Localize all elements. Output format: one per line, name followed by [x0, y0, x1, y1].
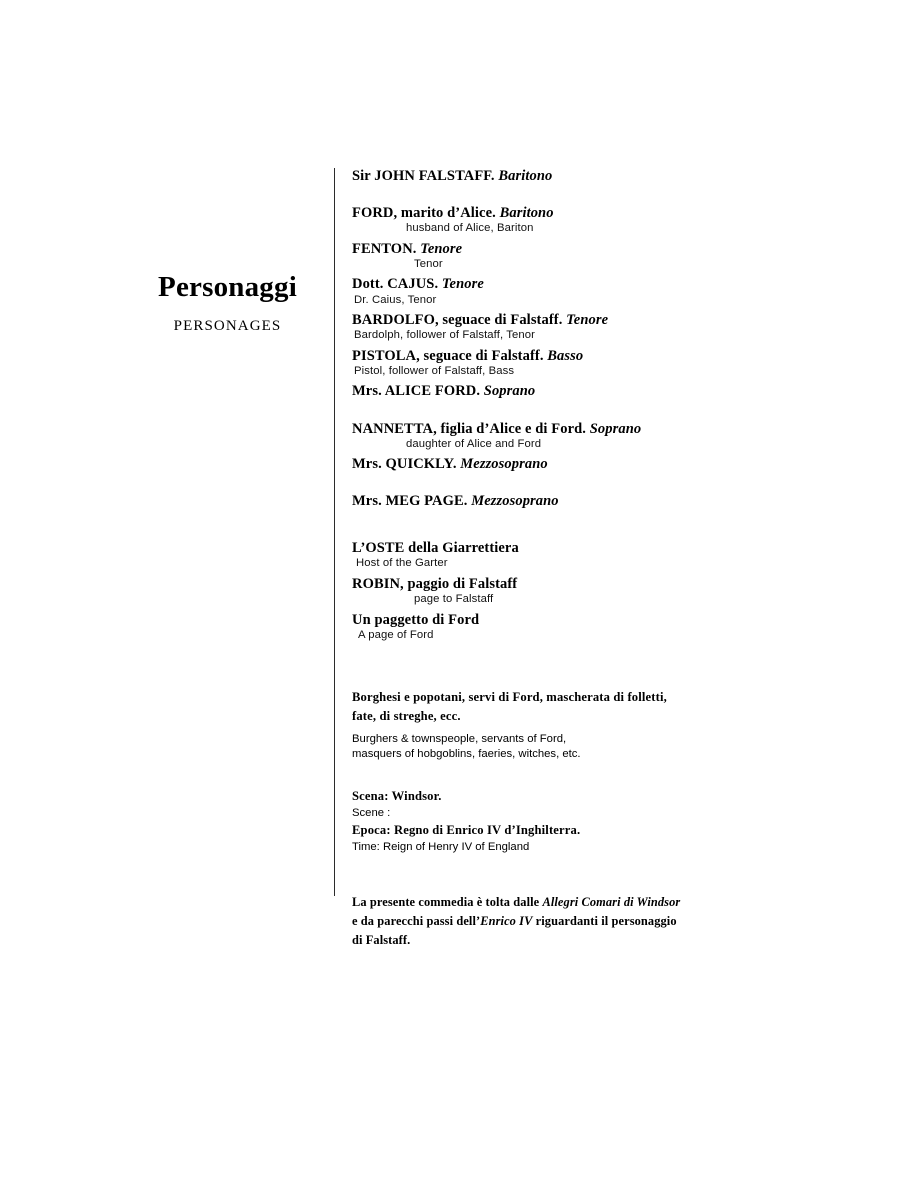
cast-entry-cajus [352, 276, 772, 307]
chorus-english-line-2: masquers of hobgoblins, faeries, witches, etc. [352, 748, 581, 761]
cast-name-text: FENTON. [352, 240, 421, 257]
cast-name-text: Mrs. MEG PAGE. [352, 493, 472, 510]
source-note-line1-a: La presente commedia è tolta dalle [352, 894, 543, 909]
page-title: Personaggi [158, 271, 297, 303]
cast-name-text: BARDOLFO, seguace di Falstaff. [352, 312, 567, 329]
cast-voice-italian: Soprano [483, 383, 536, 400]
cast-entry-ford [352, 205, 772, 236]
cast-name-italian [352, 612, 772, 629]
cast-name-english: Tenor [414, 257, 443, 270]
cast-name-italian [352, 168, 772, 185]
cast-name-text: Sir JOHN FALSTAFF. [352, 168, 499, 184]
cast-name-english: Pistol, follower of Falstaff, Bass [354, 364, 515, 377]
cast-voice-italian: Basso [547, 347, 584, 364]
epoch-italian: Epoca: Regno di Enrico IV d’Inghilterra. [352, 822, 581, 837]
source-note-title-2: Enrico IV [480, 914, 533, 929]
chorus-italian-line-1: Borghesi e popotani, servi di Ford, mascherata di folletti, [352, 690, 667, 705]
cast-voice-italian: Mezzosoprano [471, 493, 559, 510]
cast-name-italian [352, 205, 772, 222]
source-note-line2-b: riguardanti il personaggio [532, 914, 677, 929]
source-note-line2-a: e da parecchi passi dell’ [352, 914, 481, 929]
chorus-english-line-1: Burghers & townspeople, servants of Ford, [352, 733, 567, 746]
cast-voice-italian: Soprano [589, 420, 642, 437]
cast-entry-pistola [352, 348, 772, 379]
cast-entry-fenton [352, 241, 772, 272]
epoch-english: Time: Reign of Henry IV of England [352, 840, 530, 853]
cast-name-italian [352, 348, 772, 365]
cast-name-text: PISTOLA, seguace di Falstaff. [352, 347, 548, 364]
cast-name-text: Un paggetto di Ford [352, 611, 480, 628]
cast-entry-oste [352, 540, 772, 571]
cast-name-italian [352, 383, 772, 400]
cast-entry-meg-page [352, 493, 772, 510]
cast-name-italian [352, 540, 772, 557]
cast-name-text: Dott. CAJUS. [352, 276, 442, 293]
cast-name-text: NANNETTA, figlia d’Alice e di Ford. [352, 420, 590, 437]
cast-entry-paggetto-di-ford [352, 612, 772, 643]
cast-name-english: Dr. Caius, Tenor [354, 293, 437, 306]
cast-name-text: FORD, marito d’Alice. [352, 205, 500, 222]
cast-entry-alice-ford [352, 383, 772, 400]
cast-name-italian [352, 493, 772, 510]
cast-name-english: husband of Alice, Bariton [406, 222, 534, 235]
cast-name-english: page to Falstaff [414, 593, 494, 606]
cast-name-english: A page of Ford [358, 628, 434, 641]
cast-name-text: ROBIN, paggio di Falstaff [352, 576, 518, 593]
cast-entry-quickly [352, 456, 772, 473]
cast-list [352, 168, 772, 951]
cast-entry-nannetta [352, 421, 772, 452]
cast-voice-italian: Mezzosoprano [460, 456, 548, 473]
cast-voice-italian: Tenore [420, 240, 463, 257]
cast-entry-bardolfo [352, 312, 772, 343]
cast-name-text: Mrs. QUICKLY. [352, 456, 461, 473]
cast-name-english: Host of the Garter [356, 557, 448, 570]
vertical-divider [334, 168, 335, 896]
cast-entry-robin [352, 576, 772, 607]
cast-name-text: L’OSTE della Giarrettiera [352, 540, 519, 557]
chorus-block [352, 688, 752, 762]
cast-name-italian [352, 312, 772, 329]
cast-name-italian [352, 456, 772, 473]
source-note [352, 893, 744, 951]
cast-name-text: Mrs. ALICE FORD. [352, 383, 484, 400]
cast-entry-falstaff [352, 168, 772, 185]
cast-voice-italian: Tenore [566, 312, 609, 329]
scene-italian: Scena: Windsor. [352, 788, 442, 803]
title-block [120, 272, 335, 335]
cast-name-english: Bardolph, follower of Falstaff, Tenor [354, 329, 535, 342]
cast-voice-italian: Tenore [441, 276, 484, 293]
setting-block [352, 787, 752, 855]
source-note-line3: di Falstaff. [352, 933, 411, 948]
cast-name-italian [352, 576, 772, 593]
cast-voice-italian: Baritono [499, 205, 554, 222]
cast-name-italian [352, 421, 772, 438]
cast-name-italian [352, 276, 772, 293]
page-subtitle: PERSONAGES [173, 318, 282, 335]
cast-voice-italian: Baritono [498, 168, 553, 184]
cast-name-english: daughter of Alice and Ford [406, 437, 542, 450]
cast-name-italian [352, 241, 772, 258]
chorus-italian-line-2: fate, di streghe, ecc. [352, 709, 461, 724]
source-note-title-1: Allegri Comari di Windsor [542, 894, 681, 909]
scene-english: Scene : [352, 806, 391, 819]
